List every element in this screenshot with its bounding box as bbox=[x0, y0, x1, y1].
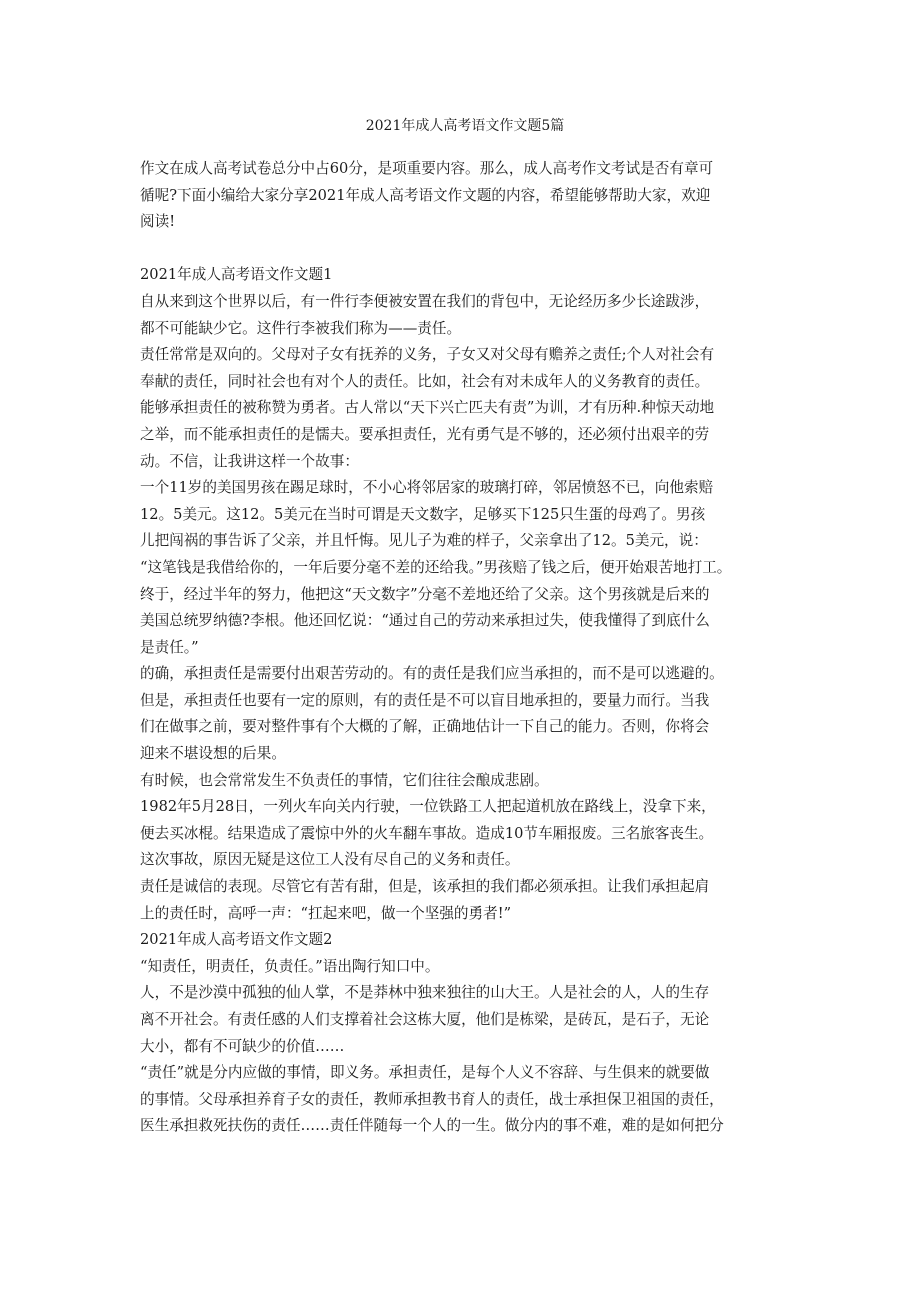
document-page bbox=[140, 112, 790, 1140]
text-line: 们在做事之前，要对整件事有个大概的了解，正确地估计一下自己的能力。否则，你将会 bbox=[140, 718, 710, 736]
text-line: 1982年5月28日，一列火车向关内行驶，一位铁路工人把起道机放在路线上，没拿下来， bbox=[140, 798, 716, 816]
text-line: 的事情。父母承担养育子女的责任，教师承担教书育人的责任，战士承担保卫祖国的责任， bbox=[140, 1090, 724, 1108]
text-line: 12。5美元。这12。5美元在当时可谓是天文数字，足够买下125只生蛋的母鸡了。男孩 bbox=[140, 505, 706, 523]
text-line: 责任是诚信的表现。尽管它有苦有甜，但是，该承担的我们都必须承担。让我们承担起肩 bbox=[140, 878, 710, 896]
text-line: 大小，都有不可缺少的价值…… bbox=[140, 1037, 345, 1055]
text-line: 是责任。” bbox=[140, 638, 199, 656]
text-line: 美国总统罗纳德?李根。他还回忆说：“通过自己的劳动来承担过失，使我懂得了到底什么 bbox=[140, 612, 710, 630]
text-line: 便去买冰棍。结果造成了震惊中外的火车翻车事故。造成10节车厢报废。三名旅客丧生。 bbox=[140, 824, 714, 842]
text-line: 奉献的责任，同时社会也有对个人的责任。比如，社会有对未成年人的义务教育的责任。 bbox=[140, 372, 710, 390]
text-line: “这笔钱是我借给你的，一年后要分毫不差的还给我。”男孩赔了钱之后，便开始艰苦地打工。 bbox=[140, 558, 732, 576]
text-line: 人，不是沙漠中孤独的仙人掌，不是莽林中独来独往的山大王。人是社会的人，人的生存 bbox=[140, 984, 710, 1002]
blank-line bbox=[140, 236, 790, 263]
text-line: 阅读! bbox=[140, 213, 176, 231]
text-line: 有时候，也会常常发生不负责任的事情，它们往往会酿成悲剧。 bbox=[140, 771, 549, 789]
text-line: 之举，而不能承担责任的是懦夫。要承担责任，光有勇气是不够的，还必须付出艰辛的劳 bbox=[140, 425, 710, 443]
text-line: “知责任，明责任，负责任。”语出陶行知口中。 bbox=[140, 957, 440, 975]
text-line: 这次事故，原因无疑是这位工人没有尽自己的义务和责任。 bbox=[140, 851, 520, 869]
text-line: 终于，经过半年的努力，他把这“天文数字”分毫不差地还给了父亲。这个男孩就是后来的 bbox=[140, 585, 710, 603]
text-line: 能够承担责任的被称赞为勇者。古人常以“天下兴亡匹夫有责”为训，才有历种.种惊天动地 bbox=[140, 399, 715, 417]
text-line: 但是，承担责任也要有一定的原则，有的责任是不可以盲目地承担的，要量力而行。当我 bbox=[140, 691, 710, 709]
text-line: 2021年成人高考语文作文题2 bbox=[140, 931, 333, 949]
text-line: 儿把闯祸的事告诉了父亲，并且忏悔。见儿子为难的样子，父亲拿出了12。5美元，说： bbox=[140, 532, 708, 550]
text-line: 动。不信，让我讲这样一个故事： bbox=[140, 452, 359, 470]
document-title: 2021年成人高考语文作文题5篇 bbox=[365, 118, 565, 134]
text-line: 2021年成人高考语文作文题1 bbox=[140, 266, 333, 284]
text-line: 循呢?下面小编给大家分享2021年成人高考语文作文题的内容，希望能够帮助大家，欢迎 bbox=[140, 186, 711, 204]
text-line: 自从来到这个世界以后，有一件行李便被安置在我们的背包中，无论经历多少长途跋涉， bbox=[140, 292, 710, 310]
text-line: 离不开社会。有责任感的人们支撑着社会这栋大厦，他们是栋梁，是砖瓦，是石子，无论 bbox=[140, 1011, 710, 1028]
text-line: 一个11岁的美国男孩在踢足球时，不小心将邻居家的玻璃打碎，邻居愤怒不已，向他索赔 bbox=[140, 479, 714, 497]
text-line: 上的责任时，高呼一声：“扛起来吧，做一个坚强的勇者!” bbox=[140, 904, 512, 922]
text-line: 作文在成人高考试卷总分中占60分，是项重要内容。那么，成人高考作文考试是否有章可 bbox=[140, 160, 714, 177]
text-line: 都不可能缺少它。这件行李被我们称为——责任。 bbox=[140, 319, 462, 337]
text-line: 迎来不堪设想的后果。 bbox=[140, 745, 286, 763]
text-line: 医生承担救死扶伤的责任……责任伴随每一个人的一生。做分内的事不难，难的是如何把分 bbox=[140, 1117, 724, 1135]
document-body bbox=[140, 156, 790, 1140]
text-line: 的确，承担责任是需要付出艰苦劳动的。有的责任是我们应当承担的，而不是可以逃避的。 bbox=[140, 665, 724, 683]
text-line: 责任常常是双向的。父母对子女有抚养的义务，子女又对父母有赡养之责任;个人对社会有 bbox=[140, 346, 715, 364]
text-line: “责任”就是分内应做的事情，即义务。承担责任，是每个人义不容辞、与生俱来的就要做 bbox=[140, 1064, 710, 1082]
